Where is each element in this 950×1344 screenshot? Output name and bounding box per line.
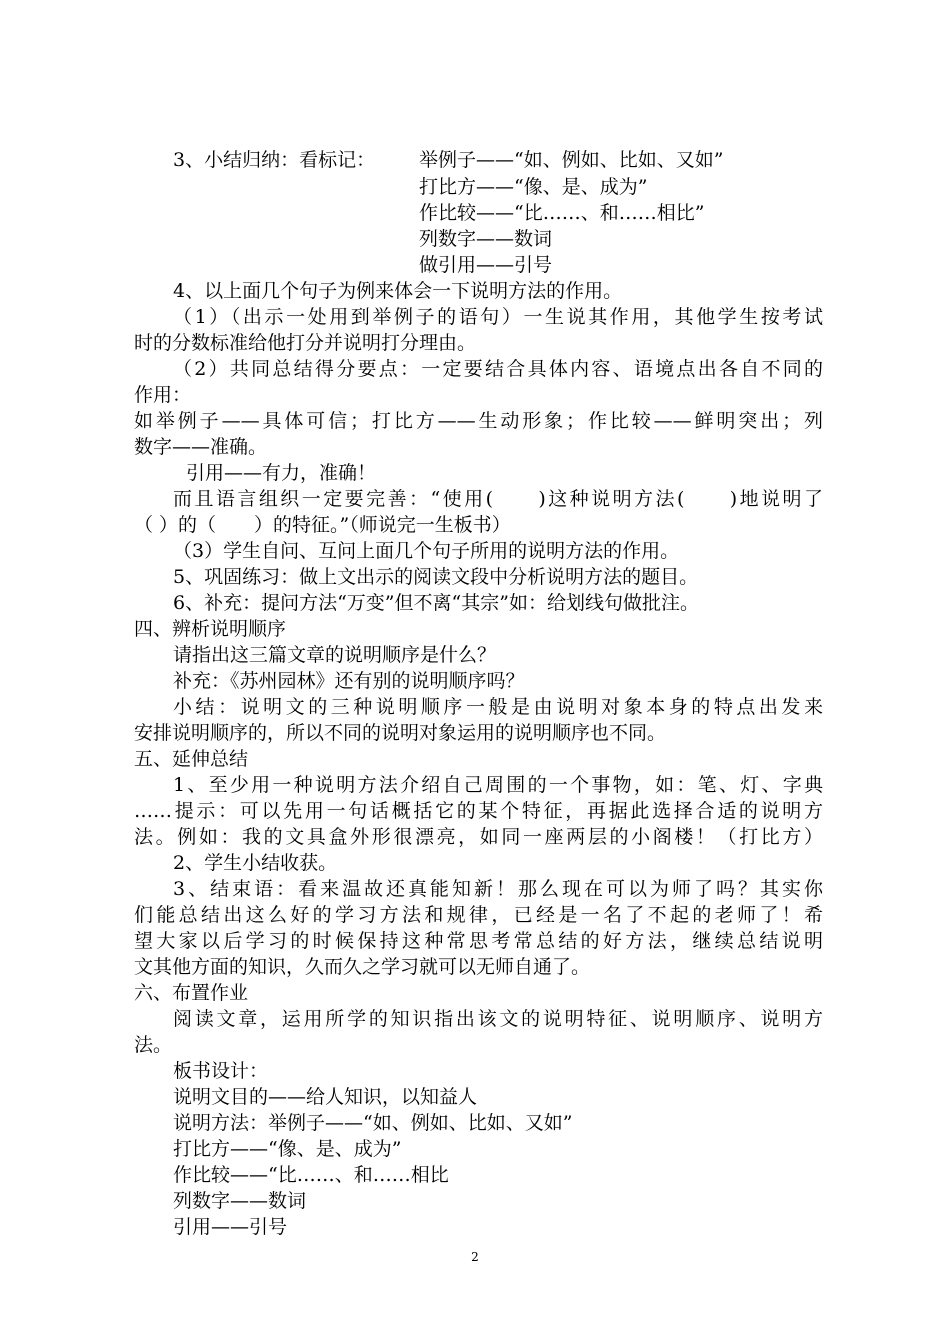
step-4-1-line-1: （1）（出示一处用到举例子的语句）一生说其作用，其他学生按考试: [173, 306, 823, 328]
homework-line-1: 阅读文章，运用所学的知识指出该文的说明特征、说明顺序、说明方: [173, 1008, 823, 1030]
closing-line-1: 3、结束语：看来温故还真能知新！那么现在可以为师了吗？其实你: [173, 878, 823, 900]
board-numbers: 列数字——数词: [173, 1190, 307, 1212]
homework-line-2: 法。: [134, 1034, 173, 1056]
step-4-2-line-2: 作用：: [134, 384, 192, 406]
section-6-heading: 六、布置作业: [134, 982, 249, 1004]
quote-effect: 引用——有力，准确！: [186, 462, 377, 484]
extension-1-line-1: 1、至少用一种说明方法介绍自己周围的一个事物，如：笔、灯、字典: [173, 774, 823, 796]
language-template-line-2: （ ）的（ ）的特征。”（师说完一生板书）: [134, 514, 511, 536]
closing-line-4: 文其他方面的知识，久而久之学习就可以无师自通了。: [134, 956, 591, 978]
language-template-line-1: 而且语言组织一定要完善：“使用( )这种说明方法( )地说明了: [173, 488, 823, 510]
step-4: 4、以上面几个句子为例来体会一下说明方法的作用。: [173, 280, 623, 302]
marker-quote: 做引用——引号: [419, 254, 553, 276]
methods-effect-line-2: 数字——准确。: [134, 436, 268, 458]
board-metaphor: 打比方——“像、是、成为”: [173, 1138, 402, 1160]
order-summary-line-2: 安排说明顺序的，所以不同的说明对象运用的说明顺序也不同。: [134, 722, 667, 744]
board-quote: 引用——引号: [173, 1216, 288, 1238]
order-supplement: 补充：《苏州园林》还有别的说明顺序吗？: [173, 670, 525, 692]
order-summary-line-1: 小结：说明文的三种说明顺序一般是由说明对象本身的特点出发来: [173, 696, 823, 718]
step-6: 6、补充：提问方法“万变”但不离“其宗”如：给划线句做批注。: [173, 592, 699, 614]
board-purpose: 说明文目的——给人知识，以知益人: [173, 1086, 478, 1108]
marker-metaphor: 打比方——“像、是、成为”: [419, 176, 648, 198]
marker-comparison: 作比较——“比……、和……相比”: [419, 202, 705, 224]
board-comparison: 作比较——“比……、和……相比: [173, 1164, 449, 1186]
board-methods: 说明方法：举例子——“如、例如、比如、又如”: [173, 1112, 573, 1134]
step-4-1-line-2: 时的分数标准给他打分并说明打分理由。: [134, 332, 477, 354]
marker-numbers: 列数字——数词: [419, 228, 553, 250]
extension-2: 2、学生小结收获。: [173, 852, 338, 874]
closing-line-3: 望大家以后学习的时候保持这种常思考常总结的好方法，继续总结说明: [134, 930, 823, 952]
section-5-heading: 五、延伸总结: [134, 748, 249, 770]
summary-heading: 3、小结归纳：看标记：: [173, 149, 376, 171]
board-design-heading: 板书设计：: [173, 1060, 269, 1082]
step-4-2-line-1: （2）共同总结得分要点：一定要结合具体内容、语境点出各自不同的: [173, 358, 823, 380]
methods-effect-line-1: 如举例子——具体可信；打比方——生动形象；作比较——鲜明突出；列: [134, 410, 823, 432]
extension-1-line-3: 法。例如：我的文具盒外形很漂亮，如同一座两层的小阁楼！（打比方）: [134, 826, 823, 848]
section-4-heading: 四、辨析说明顺序: [134, 618, 287, 640]
step-4-3: （3）学生自问、互问上面几个句子所用的说明方法的作用。: [173, 540, 680, 562]
step-5: 5、巩固练习：做上文出示的阅读文段中分析说明方法的题目。: [173, 566, 699, 588]
extension-1-line-2: ……提示：可以先用一句话概括它的某个特征，再据此选择合适的说明方: [134, 800, 823, 822]
marker-example: 举例子——“如、例如、比如、又如”: [419, 149, 724, 171]
order-question: 请指出这三篇文章的说明顺序是什么？: [173, 644, 497, 666]
page-number: 2: [471, 1250, 479, 1264]
closing-line-2: 们能总结出这么好的学习方法和规律，已经是一名了不起的老师了！希: [134, 904, 823, 926]
